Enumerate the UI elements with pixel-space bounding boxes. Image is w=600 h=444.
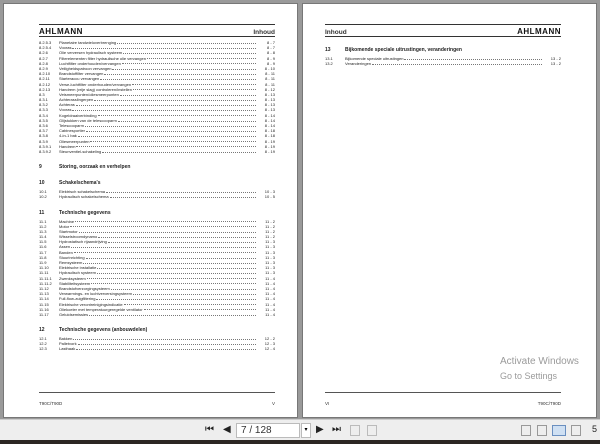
page-footer	[325, 392, 561, 406]
entry-title: Lasthaak	[59, 346, 76, 352]
dot-leader	[104, 71, 256, 75]
entry-page: 11 - 4	[265, 285, 275, 291]
entry-page: 8 - 10	[264, 65, 275, 71]
entry-number: 11.10	[39, 265, 49, 271]
entry-page: 8 - 9	[266, 55, 275, 61]
entry-title: Handrem	[59, 143, 76, 149]
footer-model: T90C/T90D	[537, 401, 561, 406]
dot-leader	[144, 307, 256, 311]
entry-title: Brandstofverzorgingsysteem	[59, 285, 110, 291]
entry-number: 8.2.12	[39, 81, 51, 87]
dot-leader	[120, 92, 256, 96]
toc-entry[interactable]	[39, 149, 275, 154]
entry-number: 11.15	[39, 301, 49, 307]
entry-page: 8 - 9	[266, 60, 275, 66]
entry-number: 8.3.8	[39, 133, 48, 139]
dot-leader	[76, 102, 256, 106]
dot-leader	[76, 144, 256, 148]
two-page-continuous-icon[interactable]	[571, 425, 581, 436]
section-title: Schakelschema's	[59, 180, 101, 187]
dot-leader	[79, 229, 256, 233]
entry-number: 11.8	[39, 254, 47, 260]
entry-title: Vooras	[59, 45, 72, 51]
page-dropdown-icon[interactable]: ▾	[301, 423, 311, 438]
section-heading	[39, 327, 275, 333]
dot-leader	[86, 128, 256, 132]
dot-leader	[132, 82, 256, 86]
left-page	[3, 3, 298, 418]
entry-page: 11 - 3	[265, 254, 275, 260]
entry-title: Olie verversen hydraulisch systeem	[59, 50, 123, 56]
entry-page: 8 - 14	[264, 123, 275, 128]
entry-number: 8.2.5.3	[39, 40, 52, 45]
entry-title: Verse-luchtfilter onderhouden/vervangen	[59, 81, 132, 87]
entry-number: 11.7	[39, 249, 47, 255]
entry-page: 11 - 3	[265, 270, 275, 276]
entry-page: 8 - 7	[266, 45, 275, 51]
dot-leader	[90, 139, 256, 143]
entry-title: Full-flow-zuigfiltering	[59, 296, 96, 302]
entry-title: Handrem (vrije slag) controleren/instellen	[59, 86, 132, 92]
entry-title: Hydraulisch systeem	[59, 270, 96, 276]
entry-title: Hydrostatisch rijaandrijving	[59, 239, 107, 245]
entry-page: 11 - 4	[265, 311, 275, 317]
entry-page: 12 - 3	[264, 341, 275, 347]
entry-page: 8 - 11	[265, 71, 275, 77]
dot-leader	[85, 123, 256, 127]
dot-leader	[110, 194, 256, 198]
dot-leader	[73, 336, 256, 340]
dot-leader	[78, 133, 256, 137]
entry-page: 8 - 11	[265, 81, 275, 87]
entry-number: 8.2.13	[39, 86, 51, 92]
toc-entry[interactable]	[39, 312, 275, 317]
entry-number: 11.9	[39, 260, 47, 265]
entry-page: 8 - 14	[264, 112, 275, 118]
dot-leader	[117, 40, 256, 44]
entry-title: Startmotor	[59, 228, 78, 234]
entry-number: 11.11.1	[39, 275, 52, 281]
entry-number: 11.13	[39, 291, 49, 297]
entry-title: Filterelementen filter hydraulische olie vervangen	[59, 55, 146, 61]
two-page-view-icon[interactable]	[552, 425, 566, 436]
entry-title: Elektrische installatie	[59, 265, 97, 271]
dot-leader	[118, 118, 256, 122]
entry-number: 8.3.3	[39, 107, 48, 113]
section-number: 11	[39, 209, 45, 216]
entry-page: 11 - 2	[265, 228, 275, 234]
entry-page: 8 - 13	[264, 107, 275, 113]
entry-number: 8.2.8	[39, 60, 48, 66]
entry-number: 13.2	[325, 61, 333, 67]
entry-number: 11.4	[39, 234, 47, 240]
entry-title: Oliekoeler met temperatuurgeregelde ventilator	[59, 306, 143, 312]
entry-number: 11.11.2	[39, 280, 52, 286]
entry-page: 8 - 13	[264, 102, 275, 108]
page-title: Inhoud	[325, 29, 347, 36]
previous-page-icon[interactable]: ◀	[223, 424, 231, 435]
entry-number: 11.17	[39, 311, 49, 317]
entry-title: Banden	[59, 249, 73, 255]
dot-leader	[372, 61, 542, 65]
toc-entry[interactable]	[39, 346, 275, 351]
activation-watermark-sub: Go to Settings	[500, 371, 558, 381]
entry-number: 8.3	[39, 91, 45, 97]
entry-page: 10 - 5	[264, 194, 275, 200]
entry-page: 13 - 2	[550, 61, 561, 67]
entry-page: 11 - 4	[265, 306, 275, 312]
entry-page: 8 - 8	[266, 50, 275, 56]
entry-page: 8 - 14	[264, 117, 275, 123]
entry-page: 11 - 4	[265, 275, 275, 281]
entry-page: 10 - 3	[264, 189, 275, 195]
page-number-input[interactable]: 7 / 128	[236, 423, 300, 438]
dot-leader	[72, 107, 256, 111]
entry-title: Assen	[59, 244, 71, 250]
next-page-icon[interactable]: ▶	[316, 424, 324, 435]
section-heading	[39, 180, 275, 186]
dot-leader	[74, 250, 256, 254]
page-header	[325, 24, 561, 37]
continuous-page-icon[interactable]	[537, 425, 547, 436]
dot-leader	[102, 149, 256, 153]
entry-number: 11.12	[39, 285, 49, 291]
section-number: 9	[39, 164, 42, 171]
entry-title: Kogeldraaiverbinding	[59, 112, 97, 118]
footer-page-number: VI	[325, 401, 330, 406]
section-title: Storing, oorzaak en verhelpen	[59, 164, 131, 171]
entry-number: 8.2.11	[39, 76, 50, 82]
entry-page: 11 - 3	[265, 239, 275, 245]
entry-number: 8.3.6	[39, 123, 48, 128]
dot-leader	[94, 97, 256, 101]
entry-page: 8 - 18	[264, 133, 275, 139]
entry-title: Vooras	[59, 107, 72, 113]
entry-number: 11.2	[39, 223, 47, 229]
dot-leader	[71, 244, 256, 248]
section-number: 10	[39, 180, 45, 187]
entry-page: 11 - 3	[265, 260, 275, 265]
entry-title: Brandstoffilter vervangen	[59, 71, 104, 77]
section-number: 13	[325, 47, 331, 53]
dot-leader	[123, 50, 256, 54]
entry-title: Planetaire tandwieloverbrenging	[59, 40, 117, 45]
entry-title: Wisselstroomdynamo	[59, 234, 98, 240]
dot-leader	[97, 270, 256, 274]
entry-page: 11 - 2	[265, 218, 275, 224]
entry-number: 8.2.5.4	[39, 45, 52, 51]
section-heading	[39, 210, 275, 216]
entry-page: 11 - 4	[265, 291, 275, 297]
entry-page: 11 - 4	[265, 296, 275, 302]
dot-leader	[404, 56, 542, 60]
activation-watermark: Activate Windows	[500, 356, 579, 367]
entry-page: 11 - 3	[265, 249, 275, 255]
toc-entry[interactable]	[325, 61, 561, 66]
entry-title: Telescooparm	[59, 123, 84, 128]
section-heading	[39, 164, 275, 170]
entry-page: 11 - 4	[265, 280, 275, 286]
entry-title: Veranderingen	[345, 61, 372, 67]
entry-title: 4-in-1 bak	[59, 133, 77, 139]
entry-page: 12 - 4	[264, 346, 275, 352]
toc-entry[interactable]	[39, 194, 275, 199]
entry-title: Motor	[59, 223, 70, 229]
dot-leader	[78, 341, 256, 345]
dot-leader	[133, 291, 256, 295]
entry-page: 8 - 19	[264, 138, 275, 144]
entry-title: Stuurinrichting	[59, 254, 85, 260]
entry-title: Achteras	[59, 102, 75, 108]
entry-number: 12.3	[39, 346, 47, 352]
entry-title: Geluidsemissies	[59, 311, 89, 317]
footer-page-number: V	[271, 401, 275, 406]
dot-leader	[83, 260, 256, 264]
dot-leader	[86, 255, 256, 259]
entry-title: Cabinesportier	[59, 128, 86, 134]
dot-leader	[70, 224, 256, 228]
entry-page: 12 - 2	[264, 336, 275, 342]
dot-leader	[124, 302, 256, 306]
entry-number: 8.2.10	[39, 71, 51, 77]
entry-title: Luchtfilter onderhouden/vervangen	[59, 60, 121, 66]
entry-title: Remsysteem	[59, 260, 83, 265]
entry-page: 8 - 19	[264, 148, 275, 154]
entry-title: Hydraulisch schakelschema	[59, 194, 109, 200]
previous-view-icon[interactable]	[350, 425, 360, 436]
dot-leader	[89, 312, 256, 316]
entry-title: Elektrisch schakelschema	[59, 189, 106, 195]
entry-number: 10.1	[39, 189, 47, 195]
entry-title: Steunventiel-schakeling	[59, 148, 102, 154]
entry-number: 8.2.6	[39, 50, 48, 56]
entry-number: 11.11	[39, 270, 49, 276]
entry-title: Zwenksysteem	[59, 275, 86, 281]
page-title: Inhoud	[253, 29, 275, 36]
entry-page: 8 - 13	[264, 91, 275, 97]
dot-leader	[100, 76, 256, 80]
entry-page: 8 - 7	[266, 40, 275, 45]
dot-leader	[75, 219, 256, 223]
section-number: 12	[39, 327, 45, 334]
entry-number: 11.1	[39, 218, 47, 224]
section-title: Bijkomende speciale uitrustingen, veranderingen	[345, 47, 462, 53]
entry-number: 8.3.4	[39, 112, 48, 118]
dot-leader	[87, 276, 256, 280]
entry-title: Palletvork	[59, 341, 77, 347]
entry-number: 10.2	[39, 194, 47, 200]
toc-list	[325, 47, 561, 66]
entry-title: Oliesmeerpunten	[59, 138, 90, 144]
entry-title: Verwarmings- en luchtverversingsysteem	[59, 291, 132, 297]
section-title: Technische gegevens	[59, 209, 111, 216]
dot-leader	[112, 66, 256, 70]
footer-model: T90C/T90D	[39, 401, 63, 406]
entry-title: Achterasslingerpen	[59, 97, 94, 103]
entry-number: 8.3.7	[39, 128, 48, 134]
ahlmann-logo: AHLMANN	[39, 27, 83, 36]
entry-title: Stabiliteitsysteem	[59, 280, 91, 286]
entry-page: 8 - 18	[264, 128, 275, 134]
entry-page: 8 - 12	[264, 86, 275, 92]
entry-page: 8 - 11	[265, 76, 275, 82]
dot-leader	[96, 296, 256, 300]
taskbar-strip	[0, 440, 600, 444]
entry-page: 11 - 2	[265, 234, 275, 240]
entry-page: 13 - 2	[550, 56, 561, 61]
entry-number: 11.5	[39, 239, 47, 245]
entry-title: Vetsmeerpunten/oliesmeerpunten	[59, 91, 119, 97]
toc-list	[39, 40, 275, 352]
entry-number: 8.3.2	[39, 102, 48, 108]
dot-leader	[98, 113, 256, 117]
entry-page: 8 - 13	[264, 97, 275, 103]
entry-page: 11 - 3	[265, 244, 275, 250]
entry-number: 8.3.9	[39, 138, 48, 144]
viewer-toolbar	[0, 419, 600, 440]
entry-number: 12.2	[39, 341, 47, 347]
first-page-icon[interactable]: ⏮	[205, 424, 214, 435]
last-page-icon[interactable]: ⏭	[332, 424, 341, 435]
entry-title: Bijkomende speciale uitrustingen	[345, 56, 404, 61]
ahlmann-logo: AHLMANN	[517, 27, 561, 36]
entry-page: 11 - 2	[265, 223, 275, 229]
dot-leader	[91, 281, 256, 285]
entry-title: Machine	[59, 218, 75, 224]
entry-number: 12.1	[39, 336, 47, 342]
entry-number: 11.6	[39, 244, 47, 250]
dot-leader	[106, 189, 256, 193]
dot-leader	[108, 239, 256, 243]
entry-number: 8.3.9.2	[39, 148, 52, 154]
dot-leader	[76, 346, 256, 350]
entry-number: 11.16	[39, 306, 49, 312]
zoom-level[interactable]: 5	[592, 424, 598, 434]
entry-number: 8.3.5	[39, 117, 48, 123]
section-heading	[325, 47, 561, 53]
single-page-icon[interactable]	[521, 425, 531, 436]
dot-leader	[72, 45, 256, 49]
entry-number: 11.3	[39, 228, 47, 234]
dot-leader	[147, 56, 256, 60]
entry-title: Glijstukken van de telescooparm	[59, 117, 117, 123]
entry-page: 11 - 4	[265, 301, 275, 307]
page-footer	[39, 392, 275, 406]
entry-number: 8.2.7	[39, 55, 48, 61]
entry-number: 8.3.1	[39, 97, 48, 103]
entry-number: 8.3.9.1	[39, 143, 52, 149]
dot-leader	[97, 265, 256, 269]
entry-number: 8.2.9	[39, 65, 48, 71]
entry-number: 13.1	[325, 56, 333, 61]
dot-leader	[122, 61, 256, 65]
dot-leader	[111, 286, 256, 290]
entry-title: Starteraccu vervangen	[59, 76, 100, 82]
entry-title: Bakken	[59, 336, 73, 342]
section-title: Technische gegevens (anbouwdelen)	[59, 327, 148, 334]
entry-number: 11.14	[39, 296, 49, 302]
page-header	[39, 24, 275, 37]
dot-leader	[133, 87, 256, 91]
dot-leader	[98, 234, 256, 238]
entry-page: 11 - 3	[265, 265, 275, 271]
entry-title: Veiligheidspatroon vervangen	[59, 65, 112, 71]
next-view-icon[interactable]	[367, 425, 377, 436]
entry-page: 8 - 19	[264, 143, 275, 149]
entry-title: Elektrische verontreinigingsindicatie	[59, 301, 123, 307]
